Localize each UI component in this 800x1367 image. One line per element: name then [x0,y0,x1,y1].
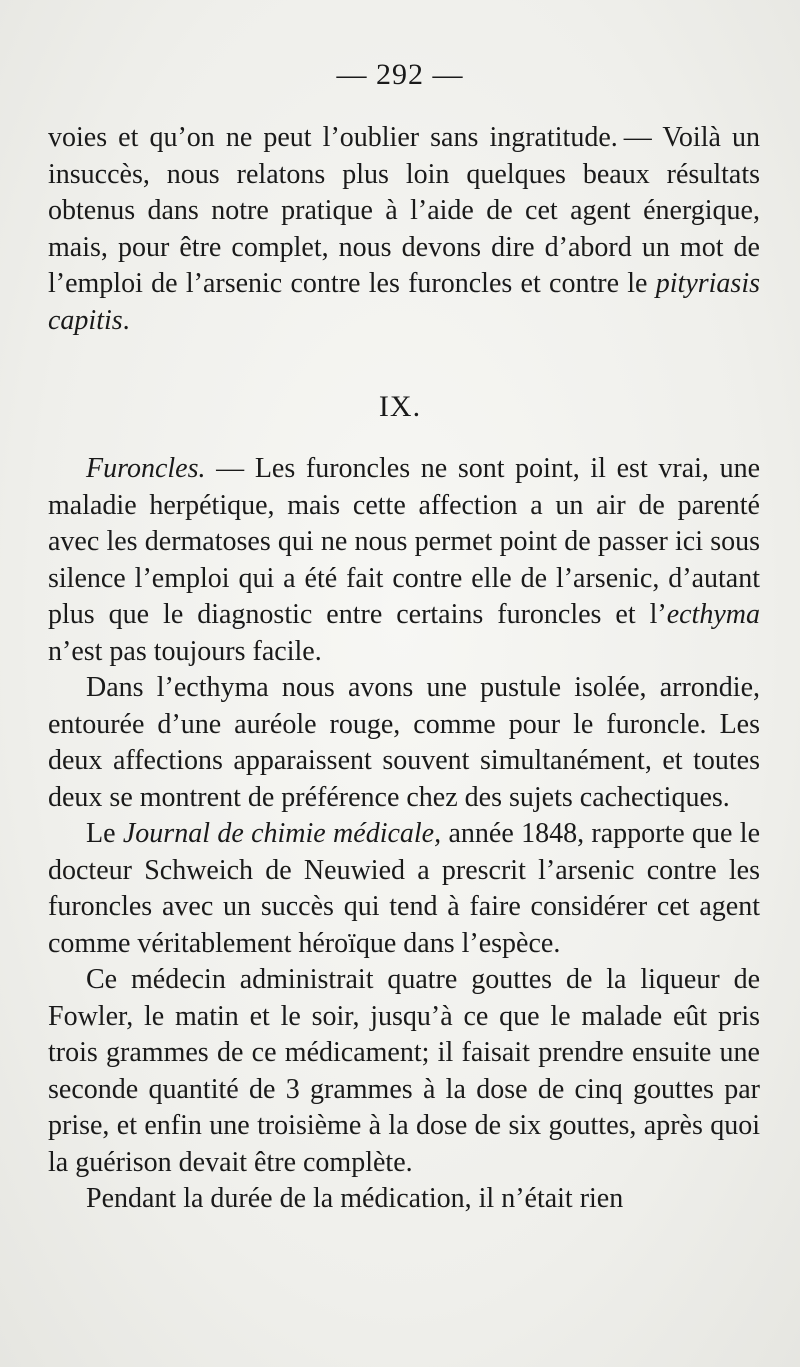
opening-italic-term: pityriasis capitis [48,268,760,336]
paragraph-medecin: Ce médecin administrait quatre gouttes de la liqueur de Fowler, le matin et le soir, jusqu’à ce que le malade eût pris trois grammes de ce médicament; il faisait prendre ensuite une seconde quantité de 3 grammes à la dose de cinq gouttes par prise, et enfin une troisième à la dose de six gouttes, après quoi la guérison devait être complète. [48,964,760,1178]
paragraph-journal [48,816,760,962]
journal-text-2: année 1848, rapporte que le docteur Schweich de Neuwied a prescrit l’arsenic contre les furoncles avec un succès qui tend à faire considérer cet agent comme véritablement héroïque dans l’espèce. [48,818,761,959]
opening-paragraph [48,120,760,339]
section-heading: IX. [378,390,422,423]
furoncles-text-2: n’est pas toujours facile. [48,635,322,667]
paragraph-furoncles [48,451,760,670]
opening-text-block [48,120,760,339]
paragraph-ecthyma: Dans l’ecthyma nous avons une pustule isolée, arrondie, entourée d’une auréole rouge, comme pour le furoncle. Les deux affections apparaissent souvent simultanément, et toutes deux se montrent de préférence chez des sujets cachectiques. [48,672,760,813]
paragraph-pendant: Pendant la durée de la médication, il n’était rien [86,1183,624,1214]
opening-text-1: voies et qu’on ne peut l’oublier sans ingratitude. [48,122,618,153]
page-number: — 292 — [336,58,464,91]
furoncles-text-1: — Les furoncles ne sont point, il est vrai, une maladie herpétique, mais cette affection a un air de parenté avec les dermatoses qui ne nous permet point de passer ici sous silence l’emploi qui a été fait contre elle de l’arsenic, d’autant plus que le diagnostic entre certains furoncles et l’ [48,453,760,630]
main-text-block [48,451,760,1218]
furoncles-title: Furoncles. [86,453,206,484]
journal-title: Journal de chimie médicale, [122,818,442,849]
furoncles-italic-term: ecthyma [666,599,760,630]
opening-text-2: Voilà un insuccès, nous relatons plus loin quelques beaux résultats obtenus dans notre pratique à l’aide de cet agent énergique, mais, pour être complet, nous devons dire d’abord un mot de l’emploi de l’arsenic contre les furoncles et contre le [48,122,760,299]
journal-text-1: Le [86,818,123,849]
opening-dash: — [623,122,652,153]
opening-end: . [122,304,130,336]
